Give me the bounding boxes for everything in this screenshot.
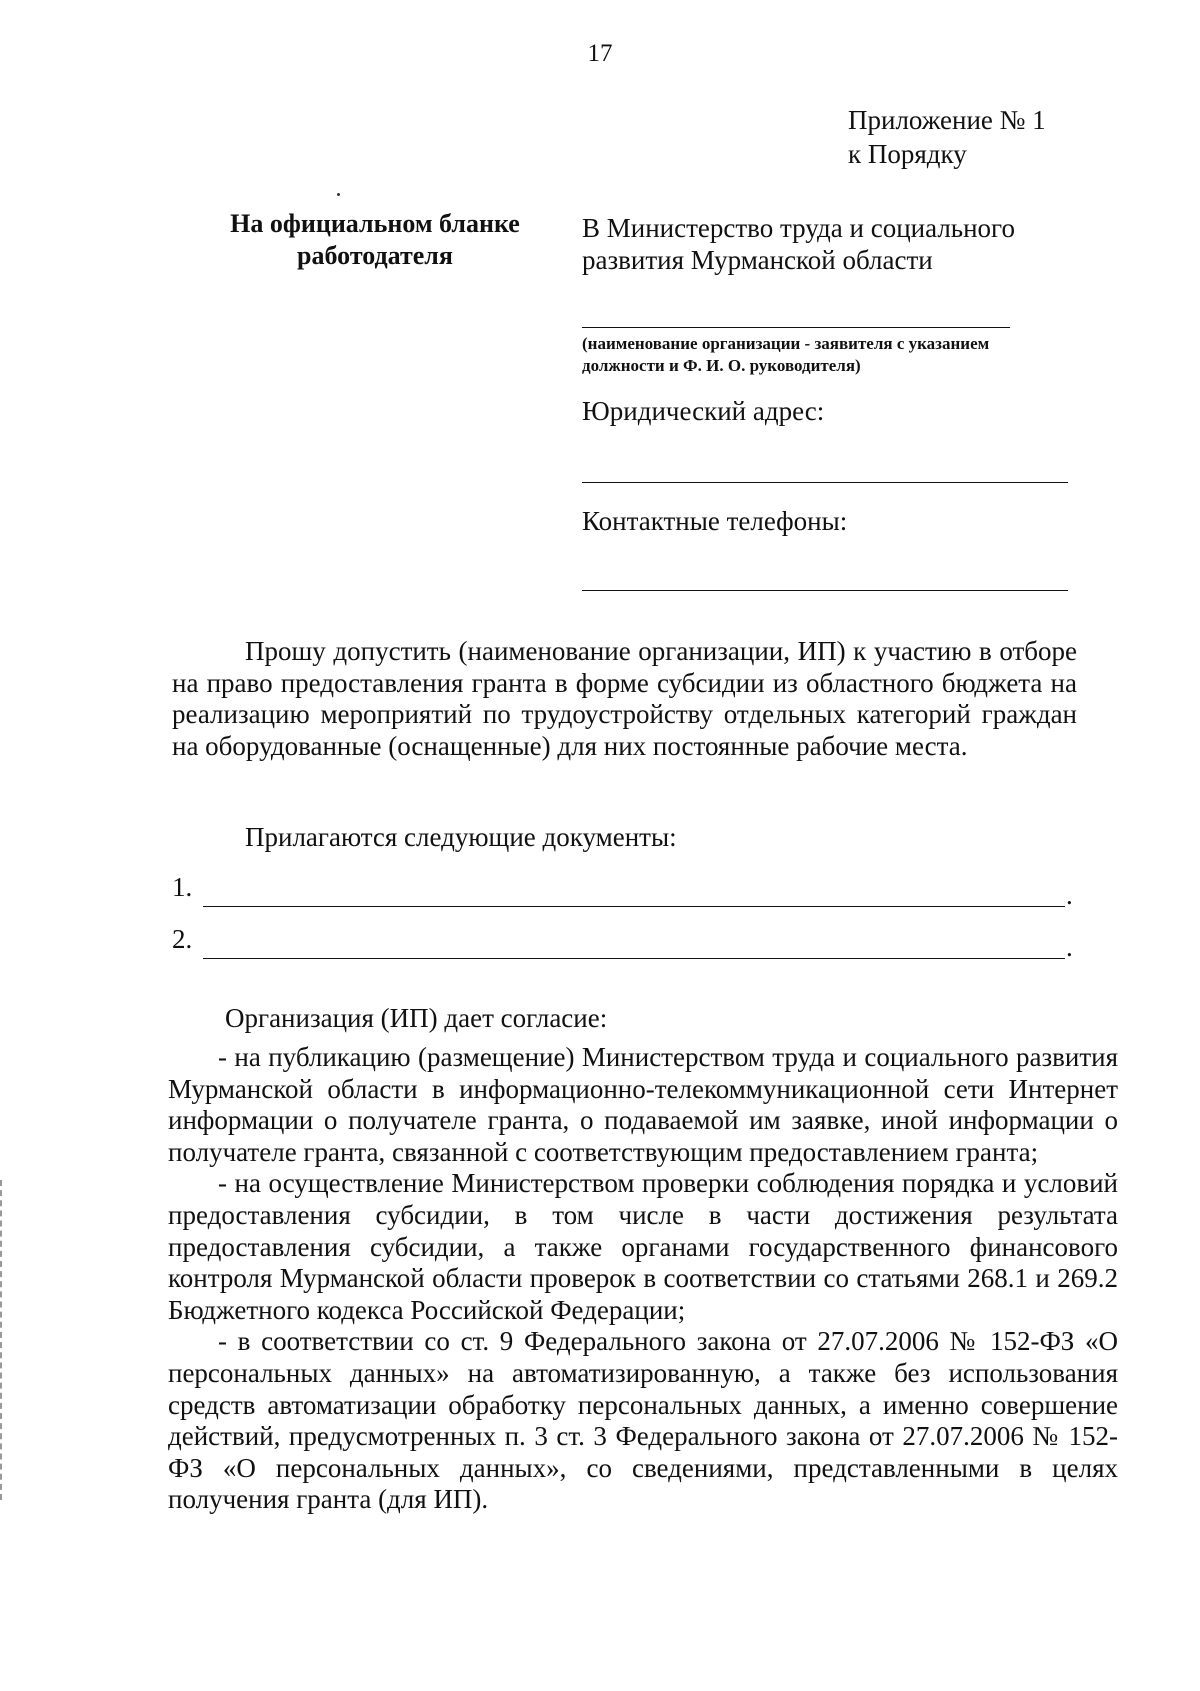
addressee-block bbox=[582, 212, 1015, 276]
applicant-name-line bbox=[582, 327, 1010, 328]
appendix-header bbox=[848, 103, 1046, 171]
contact-phones-line bbox=[582, 590, 1068, 591]
attachments-heading: Прилагаются следующие документы: bbox=[245, 822, 677, 852]
attachment-number-2: 2. bbox=[172, 924, 193, 954]
letterhead-line-2: работодателя bbox=[297, 241, 453, 270]
applicant-name-caption bbox=[582, 333, 1052, 377]
consent-item-publication: - на публикацию (размещение) Министерством труда и социального развития Мурманской области в информационно-телекоммуникационной сети Интернет информации о получателе гранта, о подаваемой им заявке, иной информации о получателе гранта, связанной с соответствующим предоставлением гранта; bbox=[168, 1042, 1118, 1167]
consent-heading: Организация (ИП) дает согласие: bbox=[225, 1003, 608, 1033]
addressee-line-2: развития Мурманской области bbox=[582, 245, 933, 275]
scan-speck bbox=[337, 193, 340, 196]
consent-list bbox=[168, 1042, 1118, 1516]
request-paragraph: Прошу допустить (наименование организации, ИП) к участию в отборе на право предоставления гранта в форме субсидии из областного бюджета на реализацию мероприятий по трудоустройству отдельных категорий граждан на оборудованные (оснащенные) для них постоянные рабочие места. bbox=[172, 636, 1077, 761]
official-letterhead-note bbox=[190, 208, 560, 272]
attachment-end-1: . bbox=[1066, 880, 1073, 910]
attachment-end-2: . bbox=[1066, 932, 1073, 962]
applicant-caption-line-2: должности и Ф. И. О. руководителя) bbox=[582, 356, 861, 375]
attachment-number-1: 1. bbox=[172, 872, 193, 902]
contact-phones-label: Контактные телефоны: bbox=[582, 506, 848, 536]
applicant-caption-line-1: (наименование организации - заявителя с указанием bbox=[582, 334, 990, 353]
attachment-line-2 bbox=[203, 958, 1065, 959]
legal-address-label: Юридический адрес: bbox=[582, 396, 825, 426]
consent-item-personal-data: - в соответствии со ст. 9 Федерального закона от 27.07.2006 № 152-ФЗ «О персональных данных» на автоматизированную, а также без использования средств автоматизации обработку персональных данных, а именно совершение действий, предусмотренных п. 3 ст. 3 Федерального закона от 27.07.2006 № 152-ФЗ «О персональных данных», со сведениями, представленными в целях получения гранта (для ИП). bbox=[168, 1326, 1118, 1515]
page-number: 17 bbox=[587, 40, 613, 67]
consent-item-inspection: - на осуществление Министерством проверки соблюдения порядка и условий предоставления субсидии, в том числе в части достижения результата предоставления субсидии, а также органами государственного финансового контроля Мурманской области проверок в соответствии со статьями 268.1 и 269.2 Бюджетного кодекса Российской Федерации; bbox=[168, 1168, 1118, 1325]
appendix-line-1: Приложение № 1 bbox=[848, 105, 1046, 135]
appendix-line-2: к Порядку bbox=[848, 139, 967, 169]
attachment-line-1 bbox=[203, 906, 1065, 907]
legal-address-line bbox=[582, 482, 1068, 483]
addressee-line-1: В Министерство труда и социального bbox=[582, 213, 1015, 243]
letterhead-line-1: На официальном бланке bbox=[230, 209, 520, 238]
scan-margin-marks bbox=[0, 1180, 5, 1500]
